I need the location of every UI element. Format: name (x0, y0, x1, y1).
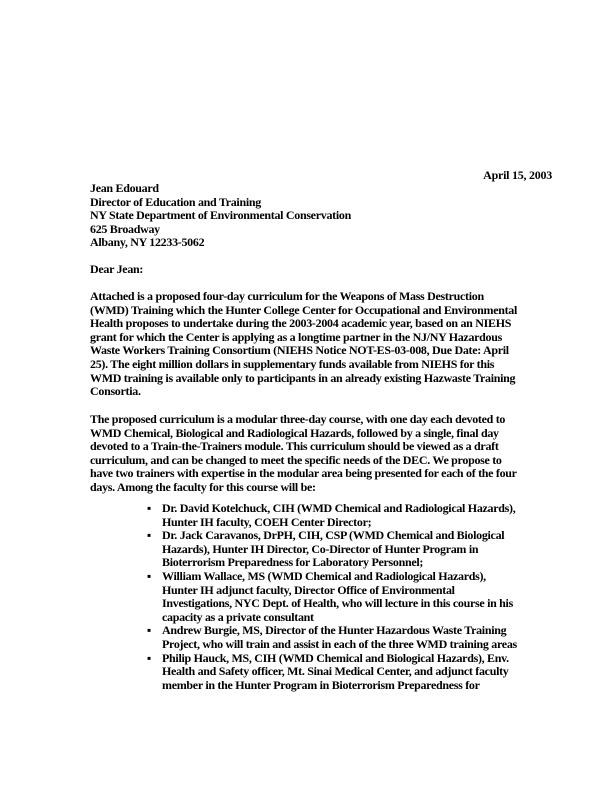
faculty-item (147, 529, 517, 570)
faculty-item (147, 502, 517, 529)
faculty-line: Philip Hauck, MS, CIH (WMD Chemical and Biological Hazards), Env. (162, 650, 509, 665)
recipient-city: Albany, NY 12233-5062 (90, 235, 205, 250)
paragraph-line: grant for which the Center is applying as a longtime partner in the NJ/NY Hazardous (90, 329, 502, 344)
paragraph-line: 25). The eight million dollars in supplementary funds available from NIEHS for this (90, 356, 495, 371)
paragraph-line: days. Among the faculty for this course will be: (90, 479, 316, 494)
paragraph-intro (90, 290, 550, 399)
faculty-line: Project, who will train and assist in each of the three WMD training areas (162, 636, 517, 651)
faculty-line: Andrew Burgie, MS, Director of the Hunter Hazardous Waste Training (162, 623, 507, 638)
salutation: Dear Jean: (90, 262, 144, 276)
faculty-item (147, 570, 517, 624)
faculty-item (147, 624, 517, 651)
faculty-line: William Wallace, MS (WMD Chemical and Radiological Hazards), (162, 568, 486, 583)
paragraph-line: WMD training is available only to participants in an already existing Hazwaste Training (90, 370, 516, 385)
paragraph-line: Consortia. (90, 384, 141, 399)
paragraph-line: Attached is a proposed four-day curriculum for the Weapons of Mass Destruction (90, 289, 484, 303)
bullet-icon: ▪ (147, 501, 151, 515)
faculty-line: Investigations, NYC Dept. of Health, who will lecture in this course in his (162, 596, 513, 611)
faculty-line: Hazards), Hunter IH Director, Co-Director of Hunter Program in (162, 541, 479, 556)
faculty-line: Bioterrorism Preparedness for Laboratory Personnel; (162, 555, 424, 570)
faculty-line: Hunter IH adjunct faculty, Director Office of Environmental (162, 582, 455, 597)
paragraph-line: curriculum, and can be changed to meet the specific needs of the DEC. We propose to (90, 452, 502, 467)
paragraph-line: devoted to a Train-the-Trainers module. This curriculum should be viewed as a draft (90, 439, 499, 454)
paragraph-line: The proposed curriculum is a modular three-day course, with one day each devoted to (90, 412, 506, 426)
bullet-icon: ▪ (147, 623, 151, 638)
faculty-list (147, 502, 517, 692)
paragraph-curriculum (90, 413, 550, 495)
faculty-line: Hunter IH faculty, COEH Center Director; (162, 514, 372, 529)
paragraph-line: WMD Chemical, Biological and Radiological Hazards, followed by a single, final day (90, 425, 499, 440)
faculty-line: Dr. David Kotelchuck, CIH (WMD Chemical and Radiological Hazards), (162, 501, 516, 515)
bullet-icon: ▪ (147, 650, 151, 665)
recipient-organization: NY State Department of Environmental Conservation (90, 208, 351, 223)
bullet-icon: ▪ (147, 528, 151, 543)
recipient-address (90, 182, 351, 250)
letter-date: April 15, 2003 (483, 168, 552, 182)
recipient-name: Jean Edouard (90, 181, 159, 195)
bullet-icon: ▪ (147, 568, 151, 583)
faculty-line: capacity as a private consultant (162, 609, 314, 624)
paragraph-line: Health proposes to undertake during the 2003-2004 academic year, based on an NIEHS (90, 316, 512, 331)
paragraph-line: have two trainers with expertise in the modular area being presented for each of the four (90, 466, 517, 481)
faculty-line: Health and Safety officer, Mt. Sinai Medical Center, and adjunct faculty (162, 664, 509, 679)
paragraph-line: Waste Workers Training Consortium (NIEHS Notice NOT-ES-03-008, Due Date: April (90, 343, 509, 358)
paragraph-line: (WMD) Training which the Hunter College Center for Occupational and Environmental (90, 302, 518, 317)
faculty-item (147, 652, 517, 693)
recipient-street: 625 Broadway (90, 221, 160, 236)
recipient-title: Director of Education and Training (90, 194, 261, 209)
faculty-line: Dr. Jack Caravanos, DrPH, CIH, CSP (WMD Chemical and Biological (162, 528, 505, 543)
faculty-line: member in the Hunter Program in Bioterrorism Preparedness for (162, 677, 480, 692)
